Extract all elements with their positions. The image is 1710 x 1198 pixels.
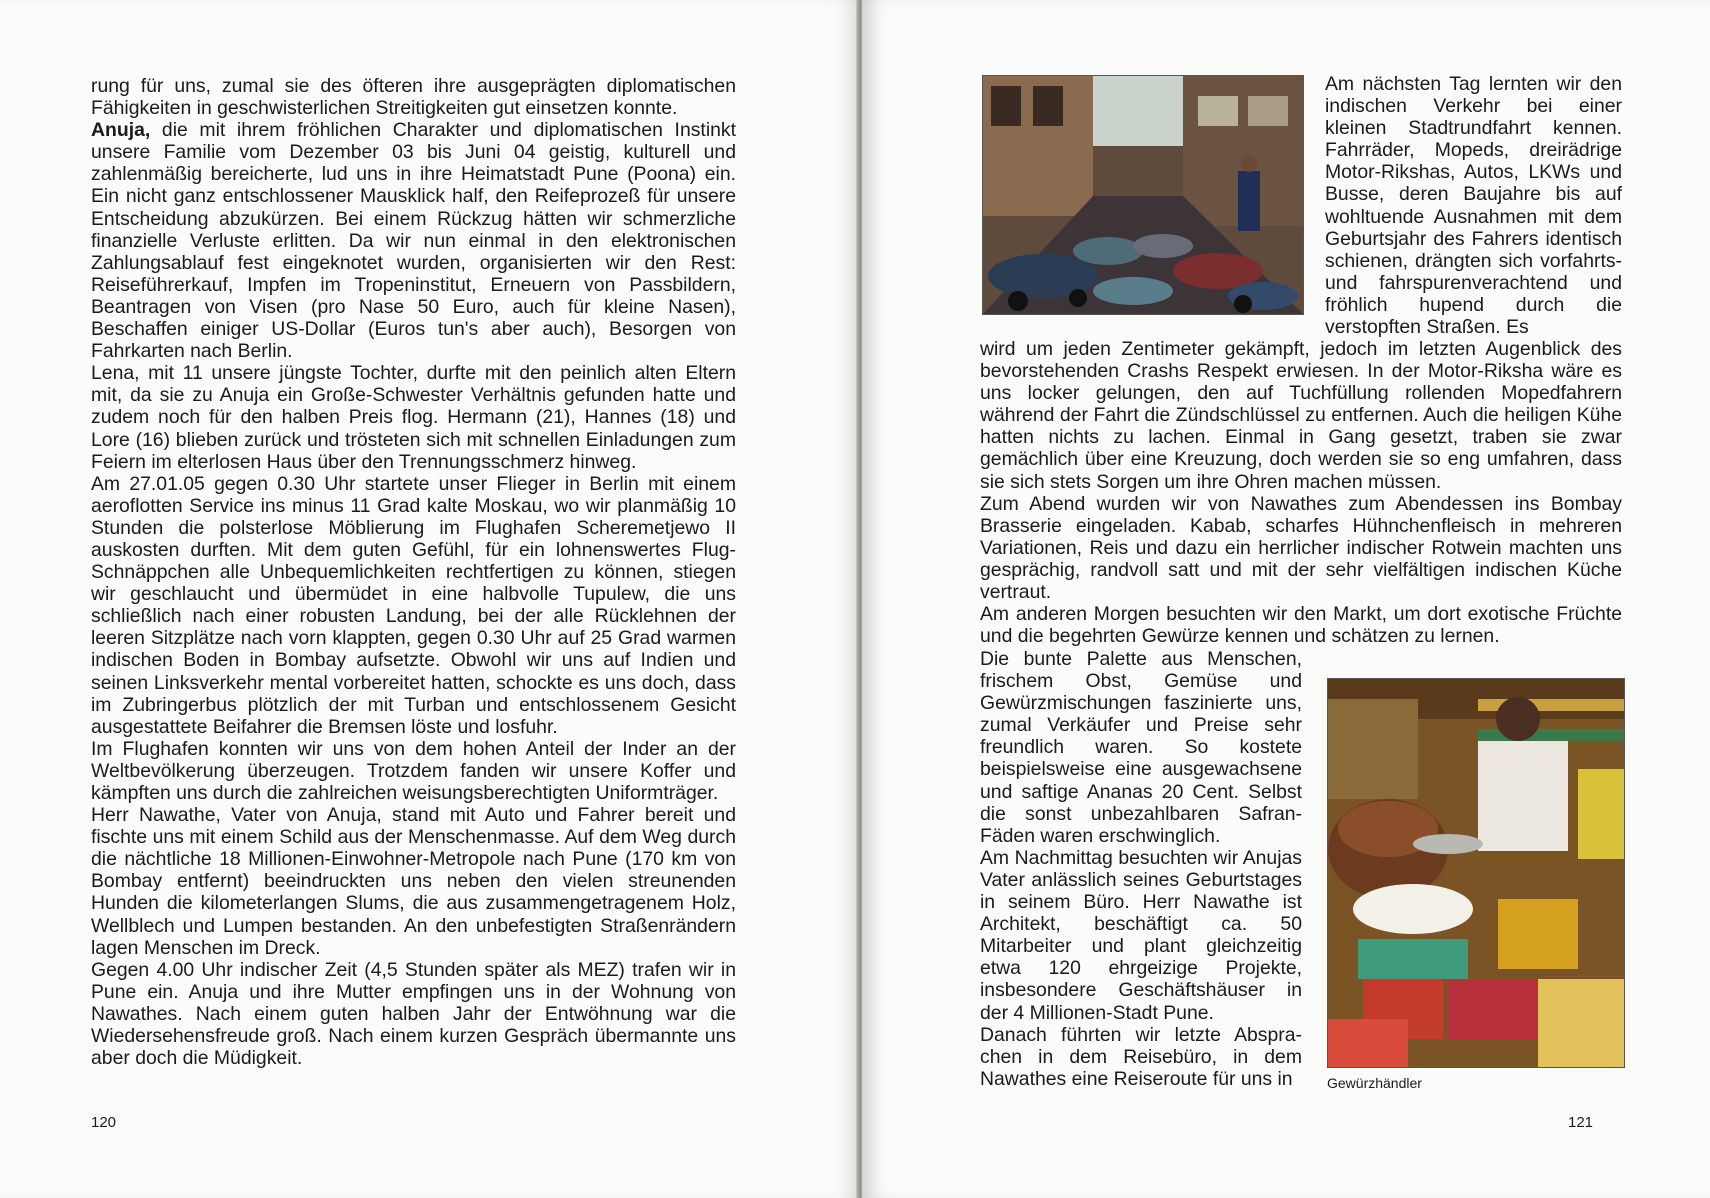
left-page-text (91, 75, 736, 1069)
spice-vendor-photo (1327, 678, 1625, 1068)
paragraph: Im Flughafen konnten wir uns von dem hohen Anteil der Inder an der Weltbevölkerung überzeugen. Trotzdem fanden wir unsere Koffer und kämpften uns durch die zahlreichen weisungsberechtigten Uniformträger. (91, 737, 736, 804)
paragraph: Zum Abend wurden wir von Nawathes zum Abendessen ins Bombay Brasserie eingeladen. Kabab, scharfes Hühnchenfleisch in mehreren Variationen, Reis und dazu ein herrlicher indischer Rotwein machten uns gesprächig, randvoll satt und mit der sehr vielfältigen indischen Küche vertraut. (980, 492, 1622, 604)
paragraph: Danach führten wir letzte Absprachen in dem Reisebüro, in dem Nawathes eine Reiseroute für uns in (980, 1023, 1302, 1090)
paragraph: Am 27.01.05 gegen 0.30 Uhr startete unser Flieger in Berlin mit einem aeroflotten Service ins minus 11 Grad kalte Moskau, wo wir planmäßig 10 Stunden die polsterlose Möblierung im Flughafen Scheremetjewo II auskosten durften. Mit dem guten Gefühl, für ein lohnenswertes FlugSchnäppchen alle Unbequemlichkeiten rechtfertigen zu können, stiegen wir geschlaucht und übermüdet in eine halbvolle Tupulew, die uns schließlich nach einer robusten Landung, bei der alle Rücklehnen der leeren Sitzplätze nach vorn klappten, gegen 0.30 Uhr auf 25 Grad warmen indischen Boden in Bombay aufsetzte. Obwohl wir uns auf Indien und seinen Linksverkehr mental vorbereitet hatten, schockte es uns doch, dass im Zubringerbus plötzlich der mit Turban und entschlossenem Gesicht ausgestattete Beifahrer die Bremsen löste und losfuhr. (91, 472, 736, 738)
spice-merchant-image (1328, 679, 1624, 1067)
photo-caption: Gewürzhändler (1327, 1075, 1422, 1091)
page-number: 120 (91, 1114, 117, 1131)
paragraph: Die bunte Palette aus Menschen, frischem Obst, Gemüse und Gewürzmischungen faszinierte uns, zumal Verkäufer und Preise sehr freundlich waren. So kostete beispielsweise eine ausgewachsene und saftige Ananas 20 Cent. Selbst die sonst unbezahlbaren Safran-Fäden waren erschwinglich. (980, 648, 1302, 847)
paragraph: Anuja, die mit ihrem fröhlichen Charakter und diplomatischen Instinkt unsere Familie vom Dezember 03 bis Juni 04 geistig, kulturell und zahlenmäßig bereicherte, lud uns in ihre Heimatstadt Pune (Poona) ein. Ein nicht ganz entschlossener Mausklick half, den Reifeprozeß für unsere Entscheidung abzukürzen. Bei einem Rückzug hätten wir schmerzliche finanzielle Verluste erlitten. Da wir nun einmal in den elektronischen Zahlungsablauf fest eingeknotet wurden, organisierten wir den Rest: Reiseführerkauf, Impfen im Tropeninstitut, Erneuern von Passbildern, Beantragen von Visen (pro Nase 50 Euro, auch für kleine Nasen), Beschaffen einiger US-Dollar (Euros tun's aber auch), Besorgen von Fahrkarten nach Berlin. (91, 119, 736, 363)
right-bottom-text (980, 648, 1302, 1090)
paragraph: Lena, mit 11 unsere jüngste Tochter, durfte mit den peinlich alten Eltern mit, da sie zu Anuja ein Große-Schwester Verhältnis gefunden hatte und zudem noch für den halben Preis flog. Hermann (21), Hannes (18) und Lore (16) blieben zurück und trösteten sich mit schnellen Einladungen zum Feiern im elterlosen Haus über den Trennungsschmerz hinweg. (91, 362, 736, 473)
street-scene-image (983, 76, 1303, 314)
right-middle-text (980, 338, 1622, 647)
paragraph: Am Nachmittag besuchten wir Anujas Vater anlässlich seines Geburtstages in seinem Büro. Herr Nawathe ist Architekt, beschäftigt ca. 50 Mitarbeiter und plant gleichzeitig etwa 120 ehrgeizige Projekte, insbesondere Geschäftshäuser in der 4 Millionen-Stadt Pune. (980, 846, 1302, 1024)
paragraph: Am anderen Morgen besuchten wir den Markt, um dort exotische Früchte und die begehrten Gewürze kennen und schätzen zu lernen. (980, 603, 1622, 648)
paragraph: wird um jeden Zentimeter gekämpft, jedoch im letzten Augenblick des bevorstehenden Crashs Respekt erwiesen. In der Motor-Riksha wäre es uns locker gelungen, den auf Tuchfüllung rollenden Mopedfahrern während der Fahrt die Zündschlüssel zu entfernen. Auch die heiligen Kühe hatten nichts zu lachen. Einmal in Gang gesetzt, traben sie zwar gemächlich über eine Kreuzung, doch werden sie so eng umfahren, dass sie sich stets Sorgen um ihre Ohren machen müssen. (980, 338, 1622, 493)
paragraph: Gegen 4.00 Uhr indischer Zeit (4,5 Stunden später als MEZ) trafen wir in Pune ein. Anuja und ihre Mutter empfingen uns in der Wohnung von Nawathes. Nach einem guten halben Jahr der Entwöhnung war die Wiedersehensfreude groß. Nach einem kurzen Gespräch übermannte uns aber doch die Müdigkeit. (91, 958, 736, 1070)
paragraph: rung für uns, zumal sie des öfteren ihre ausgeprägten diplomatischen Fähigkeiten in geschwisterlichen Streitigkeiten gut einsetzen konnte. (91, 75, 736, 120)
page-number: 121 (1568, 1114, 1594, 1131)
right-top-text: Am nächsten Tag lernten wir den indischen Verkehr bei einer kleinen Stadtrundfahrt kennen. Fahrräder, Mopeds, dreirädrige Motor-Rikshas, Autos, LKWs und Busse, deren Baujahre bis auf wohltuende Ausnahmen mit dem Geburtsjahr des Fahrers identisch schienen, drängten sich vorfahrts- und fahrspurenverachtend und fröhlich hupend durch die verstopften Straßen. Es (1325, 73, 1622, 339)
name-highlight: Anuja, (91, 119, 151, 142)
street-traffic-photo (982, 75, 1304, 315)
paragraph: Herr Nawathe, Vater von Anuja, stand mit Auto und Fahrer bereit und fischte uns mit einem Schild aus der Menschenmasse. Auf dem Weg durch die nächtliche 18 Millionen-Einwohner-Metropole nach Pune (170 km von Bombay entfernt) beeindruckten uns neben den vielen streunenden Hunden die kilometerlangen Slums, die aus zusammengetragenem Holz, Wellblech und Lumpen bestanden. An den unbefestigten Straßenrändern lagen Menschen im Dreck. (91, 804, 736, 959)
